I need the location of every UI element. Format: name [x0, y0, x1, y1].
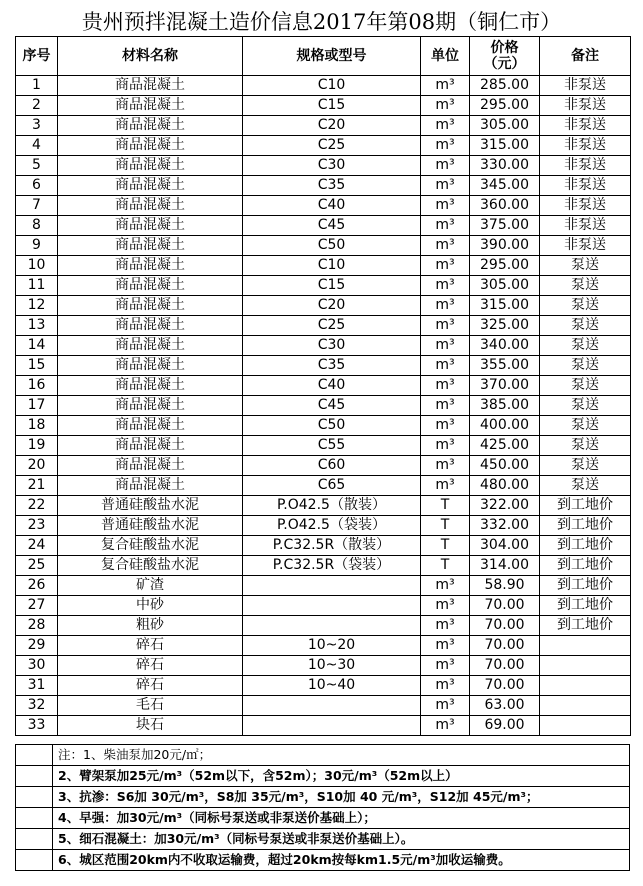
- note-text: 注：1、柴油泵加20元/㎡；: [53, 745, 630, 766]
- cell-unit: m³: [421, 576, 470, 596]
- cell-unit: m³: [421, 196, 470, 216]
- cell-no: 15: [16, 356, 58, 376]
- header-no: 序号: [16, 37, 58, 76]
- cell-note: 泵送: [540, 316, 631, 336]
- cell-price: 63.00: [470, 696, 540, 716]
- cell-name: 块石: [58, 716, 243, 736]
- cell-spec: P.C32.5R（散装）: [243, 536, 421, 556]
- cell-unit: m³: [421, 316, 470, 336]
- table-row: [16, 536, 631, 556]
- table-row: [16, 156, 631, 176]
- cell-note: 到工地价: [540, 596, 631, 616]
- cell-spec: C50: [243, 236, 421, 256]
- cell-unit: m³: [421, 436, 470, 456]
- cell-name: 商品混凝土: [58, 316, 243, 336]
- cell-spec: C35: [243, 176, 421, 196]
- cell-price: 70.00: [470, 616, 540, 636]
- cell-note: 到工地价: [540, 516, 631, 536]
- cell-note: [540, 676, 631, 696]
- cell-name: 商品混凝土: [58, 216, 243, 236]
- cell-name: 毛石: [58, 696, 243, 716]
- cell-no: 19: [16, 436, 58, 456]
- cell-spec: C65: [243, 476, 421, 496]
- table-row: [16, 316, 631, 336]
- cell-unit: m³: [421, 336, 470, 356]
- cell-spec: 10~30: [243, 656, 421, 676]
- cell-unit: m³: [421, 476, 470, 496]
- cell-spec: [243, 576, 421, 596]
- header-note: 备注: [540, 37, 631, 76]
- note-spacer: [16, 766, 53, 787]
- cell-unit: m³: [421, 656, 470, 676]
- table-row: [16, 556, 631, 576]
- cell-note: 到工地价: [540, 616, 631, 636]
- cell-note: 泵送: [540, 476, 631, 496]
- cell-unit: m³: [421, 156, 470, 176]
- table-row: [16, 76, 631, 96]
- cell-no: 18: [16, 416, 58, 436]
- cell-no: 24: [16, 536, 58, 556]
- cell-unit: m³: [421, 256, 470, 276]
- note-row: [16, 745, 630, 766]
- cell-note: 非泵送: [540, 76, 631, 96]
- table-row: [16, 696, 631, 716]
- cell-note: 泵送: [540, 456, 631, 476]
- table-row: [16, 356, 631, 376]
- table-row: [16, 716, 631, 736]
- note-text: 3、抗渗：S6加 30元/m³，S8加 35元/m³，S10加 40 元/m³，S12加 45元/m³；: [53, 787, 630, 808]
- cell-no: 2: [16, 96, 58, 116]
- cell-note: 非泵送: [540, 216, 631, 236]
- cell-spec: [243, 696, 421, 716]
- cell-no: 30: [16, 656, 58, 676]
- cell-unit: T: [421, 556, 470, 576]
- cell-unit: m³: [421, 676, 470, 696]
- table-row: [16, 336, 631, 356]
- cell-price: 305.00: [470, 276, 540, 296]
- cell-name: 复合硅酸盐水泥: [58, 536, 243, 556]
- cell-no: 12: [16, 296, 58, 316]
- note-spacer: [16, 745, 53, 766]
- cell-spec: [243, 616, 421, 636]
- table-row: [16, 456, 631, 476]
- cell-name: 碎石: [58, 676, 243, 696]
- table-row: [16, 396, 631, 416]
- note-row: [16, 787, 630, 808]
- cell-price: 70.00: [470, 656, 540, 676]
- header-name: 材料名称: [58, 37, 243, 76]
- cell-spec: C60: [243, 456, 421, 476]
- cell-spec: C15: [243, 96, 421, 116]
- cell-unit: m³: [421, 276, 470, 296]
- cell-spec: C10: [243, 76, 421, 96]
- cell-unit: m³: [421, 136, 470, 156]
- cell-price: 70.00: [470, 676, 540, 696]
- cell-note: 非泵送: [540, 156, 631, 176]
- cell-spec: C35: [243, 356, 421, 376]
- cell-no: 13: [16, 316, 58, 336]
- cell-price: 400.00: [470, 416, 540, 436]
- cell-unit: m³: [421, 216, 470, 236]
- cell-note: 泵送: [540, 336, 631, 356]
- cell-no: 16: [16, 376, 58, 396]
- cell-note: [540, 636, 631, 656]
- cell-spec: C55: [243, 436, 421, 456]
- note-text: 5、细石混凝土：加30元/m³（同标号泵送或非泵送价基础上）。: [53, 829, 630, 850]
- cell-price: 58.90: [470, 576, 540, 596]
- note-spacer: [16, 787, 53, 808]
- cell-unit: m³: [421, 396, 470, 416]
- cell-note: 非泵送: [540, 176, 631, 196]
- cell-spec: C15: [243, 276, 421, 296]
- cell-spec: 10~40: [243, 676, 421, 696]
- cell-unit: T: [421, 536, 470, 556]
- cell-note: 泵送: [540, 376, 631, 396]
- cell-spec: [243, 716, 421, 736]
- cell-price: 425.00: [470, 436, 540, 456]
- cell-price: 315.00: [470, 136, 540, 156]
- cell-no: 14: [16, 336, 58, 356]
- cell-unit: m³: [421, 616, 470, 636]
- cell-no: 26: [16, 576, 58, 596]
- cell-unit: m³: [421, 636, 470, 656]
- cell-note: 到工地价: [540, 496, 631, 516]
- cell-name: 商品混凝土: [58, 436, 243, 456]
- cell-spec: [243, 596, 421, 616]
- note-text: 6、城区范围20km内不收取运输费，超过20km按每km1.5元/m³加收运输费。: [53, 850, 630, 871]
- cell-price: 330.00: [470, 156, 540, 176]
- cell-no: 5: [16, 156, 58, 176]
- cell-spec: C20: [243, 116, 421, 136]
- cell-price: 325.00: [470, 316, 540, 336]
- cell-name: 商品混凝土: [58, 196, 243, 216]
- header-price: [470, 37, 540, 76]
- cell-no: 10: [16, 256, 58, 276]
- table-row: [16, 476, 631, 496]
- cell-unit: m³: [421, 116, 470, 136]
- notes-table: [15, 744, 630, 871]
- cell-price: 70.00: [470, 636, 540, 656]
- table-row: [16, 436, 631, 456]
- table-row: [16, 196, 631, 216]
- cell-unit: m³: [421, 296, 470, 316]
- cell-name: 商品混凝土: [58, 336, 243, 356]
- cell-note: 非泵送: [540, 96, 631, 116]
- cell-price: 340.00: [470, 336, 540, 356]
- cell-unit: m³: [421, 456, 470, 476]
- cell-price: 360.00: [470, 196, 540, 216]
- note-spacer: [16, 829, 53, 850]
- cell-no: 6: [16, 176, 58, 196]
- cell-price: 390.00: [470, 236, 540, 256]
- note-spacer: [16, 808, 53, 829]
- cell-no: 25: [16, 556, 58, 576]
- table-row: [16, 636, 631, 656]
- cell-price: 69.00: [470, 716, 540, 736]
- cell-price: 322.00: [470, 496, 540, 516]
- cell-name: 商品混凝土: [58, 156, 243, 176]
- table-row: [16, 596, 631, 616]
- cell-name: 中砂: [58, 596, 243, 616]
- cell-name: 普通硅酸盐水泥: [58, 496, 243, 516]
- cell-name: 商品混凝土: [58, 376, 243, 396]
- cell-price: 295.00: [470, 256, 540, 276]
- cell-unit: m³: [421, 416, 470, 436]
- cell-price: 304.00: [470, 536, 540, 556]
- cell-no: 1: [16, 76, 58, 96]
- table-row: [16, 116, 631, 136]
- note-row: [16, 829, 630, 850]
- table-row: [16, 616, 631, 636]
- note-spacer: [16, 850, 53, 871]
- cell-note: [540, 696, 631, 716]
- cell-no: 29: [16, 636, 58, 656]
- cell-no: 28: [16, 616, 58, 636]
- table-row: [16, 676, 631, 696]
- cell-unit: m³: [421, 596, 470, 616]
- table-row: [16, 656, 631, 676]
- note-row: [16, 850, 630, 871]
- cell-spec: P.O42.5（袋装）: [243, 516, 421, 536]
- cell-price: 285.00: [470, 76, 540, 96]
- cell-no: 17: [16, 396, 58, 416]
- cell-spec: P.C32.5R（袋装）: [243, 556, 421, 576]
- cell-unit: T: [421, 496, 470, 516]
- cell-no: 23: [16, 516, 58, 536]
- cell-price: 480.00: [470, 476, 540, 496]
- cell-price: 375.00: [470, 216, 540, 236]
- cell-note: 泵送: [540, 416, 631, 436]
- cell-name: 粗砂: [58, 616, 243, 636]
- cell-no: 22: [16, 496, 58, 516]
- cell-name: 商品混凝土: [58, 116, 243, 136]
- cell-name: 商品混凝土: [58, 456, 243, 476]
- cell-unit: m³: [421, 96, 470, 116]
- table-row: [16, 576, 631, 596]
- table-row: [16, 516, 631, 536]
- cell-note: 到工地价: [540, 536, 631, 556]
- table-row: [16, 296, 631, 316]
- cell-no: 3: [16, 116, 58, 136]
- notes-body: [16, 745, 630, 871]
- cell-unit: m³: [421, 376, 470, 396]
- cell-name: 商品混凝土: [58, 176, 243, 196]
- cell-name: 商品混凝土: [58, 296, 243, 316]
- cell-spec: P.O42.5（散装）: [243, 496, 421, 516]
- cell-name: 碎石: [58, 636, 243, 656]
- table-header-row: [16, 37, 631, 76]
- cell-spec: C25: [243, 136, 421, 156]
- cell-price: 450.00: [470, 456, 540, 476]
- note-row: [16, 766, 630, 787]
- cell-price: 385.00: [470, 396, 540, 416]
- cell-unit: m³: [421, 696, 470, 716]
- cell-name: 商品混凝土: [58, 136, 243, 156]
- cell-price: 70.00: [470, 596, 540, 616]
- cell-note: 泵送: [540, 256, 631, 276]
- cell-spec: C45: [243, 216, 421, 236]
- table-row: [16, 176, 631, 196]
- cell-note: 非泵送: [540, 136, 631, 156]
- table-row: [16, 416, 631, 436]
- cell-no: 9: [16, 236, 58, 256]
- cell-price: 345.00: [470, 176, 540, 196]
- cell-note: 泵送: [540, 276, 631, 296]
- cell-name: 商品混凝土: [58, 236, 243, 256]
- cell-price: 370.00: [470, 376, 540, 396]
- cell-no: 7: [16, 196, 58, 216]
- price-table: [15, 36, 631, 736]
- page-title: 贵州预拌混凝土造价信息2017年第08期（铜仁市）: [81, 10, 562, 34]
- cell-note: 泵送: [540, 356, 631, 376]
- cell-note: 泵送: [540, 436, 631, 456]
- cell-unit: m³: [421, 356, 470, 376]
- cell-no: 32: [16, 696, 58, 716]
- cell-no: 4: [16, 136, 58, 156]
- cell-note: [540, 656, 631, 676]
- cell-note: [540, 716, 631, 736]
- cell-no: 31: [16, 676, 58, 696]
- cell-price: 315.00: [470, 296, 540, 316]
- cell-unit: m³: [421, 176, 470, 196]
- cell-spec: C20: [243, 296, 421, 316]
- cell-no: 33: [16, 716, 58, 736]
- table-body: [16, 76, 631, 736]
- cell-name: 商品混凝土: [58, 276, 243, 296]
- table-row: [16, 96, 631, 116]
- cell-name: 商品混凝土: [58, 96, 243, 116]
- cell-spec: C50: [243, 416, 421, 436]
- table-row: [16, 236, 631, 256]
- note-row: [16, 808, 630, 829]
- cell-unit: m³: [421, 716, 470, 736]
- cell-no: 8: [16, 216, 58, 236]
- table-row: [16, 276, 631, 296]
- table-row: [16, 496, 631, 516]
- cell-price: 355.00: [470, 356, 540, 376]
- cell-spec: C30: [243, 156, 421, 176]
- cell-no: 20: [16, 456, 58, 476]
- cell-price: 295.00: [470, 96, 540, 116]
- cell-spec: C40: [243, 376, 421, 396]
- cell-name: 矿渣: [58, 576, 243, 596]
- cell-note: 泵送: [540, 396, 631, 416]
- cell-spec: C45: [243, 396, 421, 416]
- cell-spec: C10: [243, 256, 421, 276]
- cell-note: 到工地价: [540, 576, 631, 596]
- cell-note: 非泵送: [540, 116, 631, 136]
- cell-name: 商品混凝土: [58, 396, 243, 416]
- cell-no: 27: [16, 596, 58, 616]
- cell-spec: C25: [243, 316, 421, 336]
- cell-no: 11: [16, 276, 58, 296]
- cell-unit: T: [421, 516, 470, 536]
- cell-price: 305.00: [470, 116, 540, 136]
- cell-name: 商品混凝土: [58, 256, 243, 276]
- cell-spec: 10~20: [243, 636, 421, 656]
- cell-name: 商品混凝土: [58, 356, 243, 376]
- cell-name: 商品混凝土: [58, 476, 243, 496]
- note-text: 4、早强：加30元/m³（同标号泵送或非泵送价基础上）；: [53, 808, 630, 829]
- cell-name: 商品混凝土: [58, 76, 243, 96]
- cell-price: 314.00: [470, 556, 540, 576]
- table-row: [16, 376, 631, 396]
- cell-unit: m³: [421, 236, 470, 256]
- cell-unit: m³: [421, 76, 470, 96]
- cell-note: 到工地价: [540, 556, 631, 576]
- cell-note: 非泵送: [540, 196, 631, 216]
- cell-spec: C40: [243, 196, 421, 216]
- cell-name: 商品混凝土: [58, 416, 243, 436]
- cell-name: 复合硅酸盐水泥: [58, 556, 243, 576]
- table-row: [16, 256, 631, 276]
- note-text: 2、臂架泵加25元/m³（52m以下，含52m）；30元/m³（52m以上）: [53, 766, 630, 787]
- cell-note: 非泵送: [540, 236, 631, 256]
- cell-price: 332.00: [470, 516, 540, 536]
- cell-note: 泵送: [540, 296, 631, 316]
- header-spec: 规格或型号: [243, 37, 421, 76]
- table-row: [16, 136, 631, 156]
- header-unit: 单位: [421, 37, 470, 76]
- cell-spec: C30: [243, 336, 421, 356]
- table-row: [16, 216, 631, 236]
- header-price-line1: 价格: [490, 40, 519, 56]
- header-price-line2: （元）: [483, 56, 526, 72]
- cell-no: 21: [16, 476, 58, 496]
- cell-name: 普通硅酸盐水泥: [58, 516, 243, 536]
- cell-name: 碎石: [58, 656, 243, 676]
